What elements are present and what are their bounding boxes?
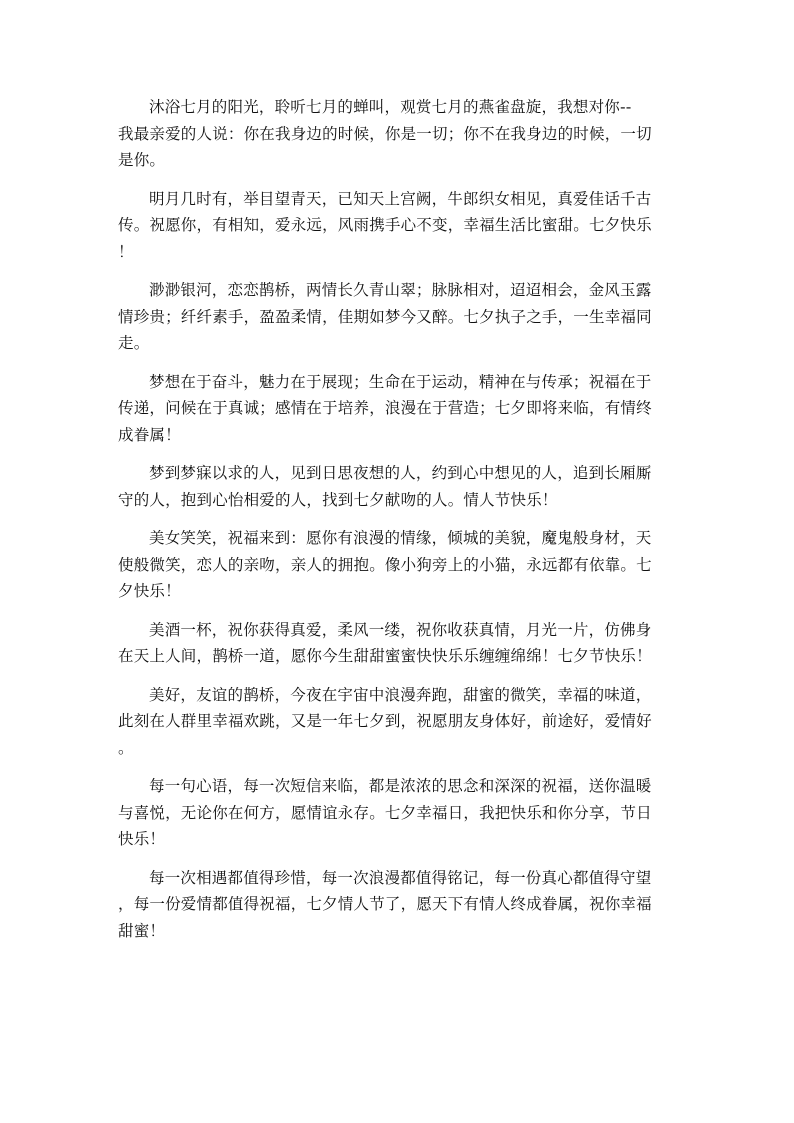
paragraph-10: 每一次相遇都值得珍惜，每一次浪漫都值得铭记，每一份真心都值得守望 ，每一份爱情都值得祝福，七夕情人节了，愿天下有情人终成眷属，祝你幸福 甜蜜！ <box>118 868 652 940</box>
paragraph-3: 渺渺银河，恋恋鹊桥，两情长久青山翠；脉脉相对，迢迢相会，金风玉露 情珍贵；纤纤素手，盈盈柔情，佳期如梦今又醉。七夕执子之手，一生幸福同 走。 <box>118 281 652 352</box>
paragraph-2: 明月几时有，举目望青天，已知天上宫阙，牛郎织女相见，真爱佳话千古 传。祝愿你，有相知，爱永远，风雨携手心不变，幸福生活比蜜甜。七夕快乐 ！ <box>118 189 652 261</box>
paragraph-1: 沐浴七月的阳光，聆听七月的蝉叫，观赏七月的燕雀盘旋，我想对你-- 我最亲爱的人说：你在我身边的时候，你是一切；你不在我身边的时候，一切 是你。 <box>118 98 652 169</box>
paragraph-4: 梦想在于奋斗，魅力在于展现；生命在于运动，精神在与传承；祝福在于 传递，问候在于真诚；感情在于培养，浪漫在于营造；七夕即将来临，有情终 成眷属！ <box>118 372 652 444</box>
paragraph-6: 美女笑笑，祝福来到：愿你有浪漫的情缘，倾城的美貌，魔鬼般身材，天 使般微笑，恋人的亲吻，亲人的拥抱。像小狗旁上的小猫，永远都有依靠。七 夕快乐！ <box>118 529 652 600</box>
paragraph-7: 美酒一杯，祝你获得真爱，柔风一缕，祝你收获真情，月光一片，仿佛身 在天上人间，鹊桥一道，愿你今生甜甜蜜蜜快快乐乐缠缠绵绵！七夕节快乐！ <box>118 620 652 665</box>
paragraph-8: 美好，友谊的鹊桥，今夜在宇宙中浪漫奔跑，甜蜜的微笑，幸福的味道， 此刻在人群里幸福欢跳，又是一年七夕到，祝愿朋友身体好，前途好，爱情好 。 <box>118 685 652 757</box>
paragraph-9: 每一句心语，每一次短信来临，都是浓浓的思念和深深的祝福，送你温暖 与喜悦，无论你在何方，愿情谊永存。七夕幸福日，我把快乐和你分享，节日 快乐！ <box>118 777 652 848</box>
document-body <box>118 94 678 956</box>
paragraph-5: 梦到梦寐以求的人，见到日思夜想的人，约到心中想见的人，追到长厢厮 守的人，抱到心怡相爱的人，找到七夕献吻的人。情人节快乐！ <box>118 464 652 509</box>
